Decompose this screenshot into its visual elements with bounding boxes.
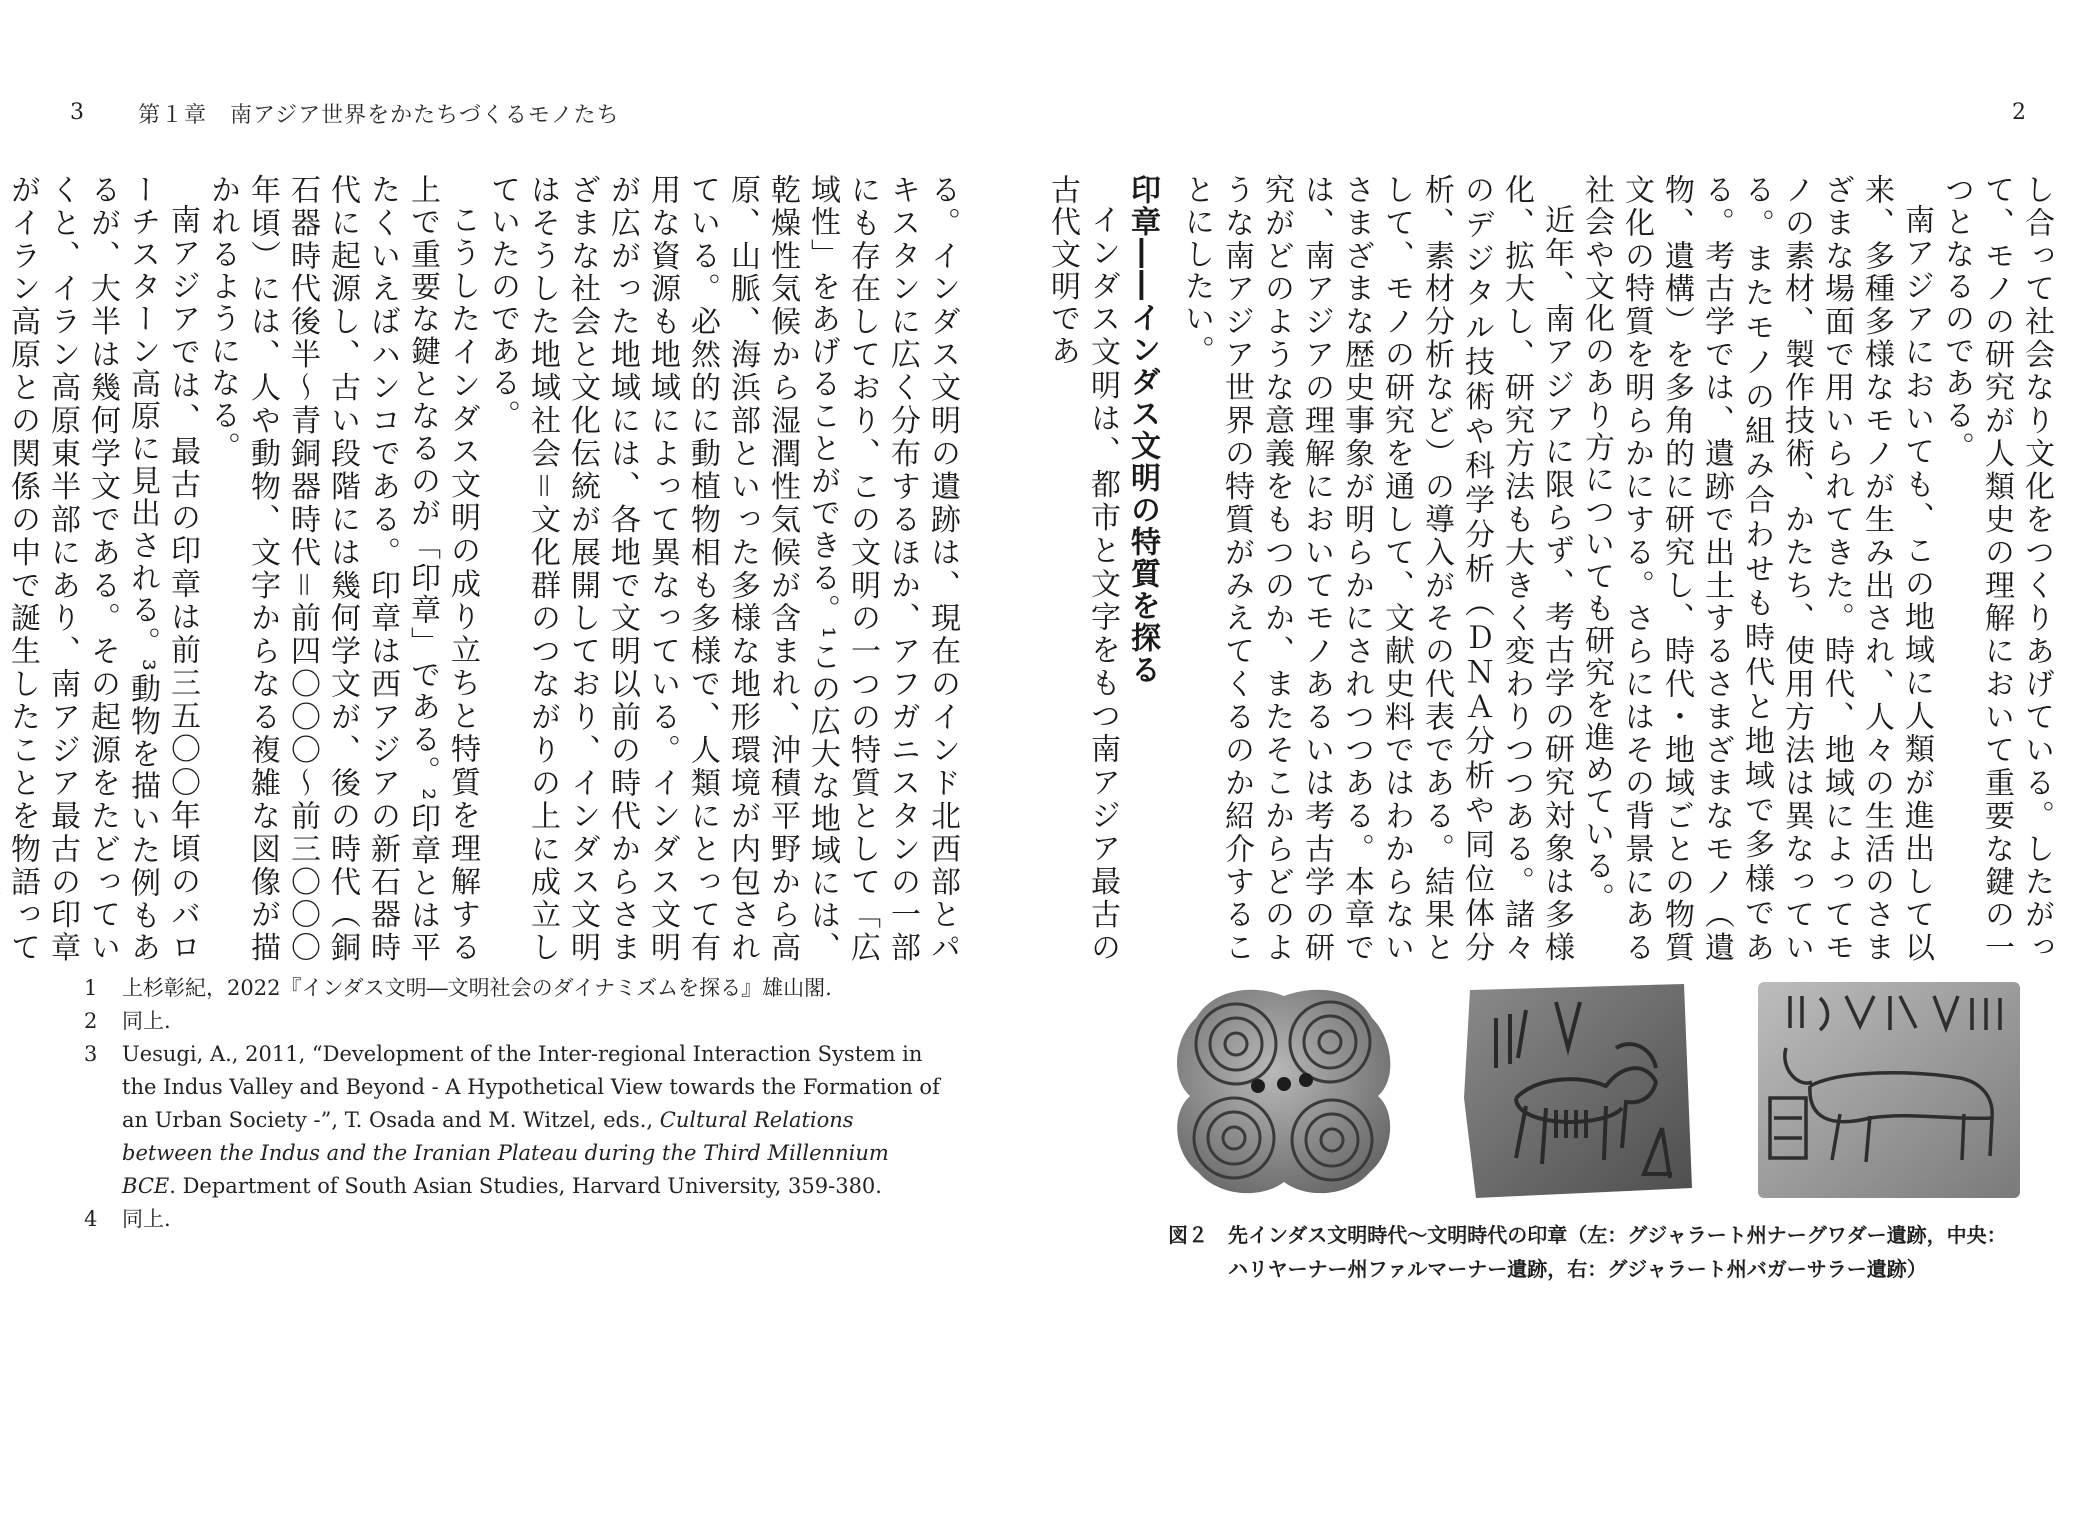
footnote-citation: Uesugi, A., 2011, “Development of the Inter-regional Interaction System in the Indus Valley and Beyond - A Hypothetical View towards the Formation of an Urban Society -”, T. Osada and M. Witzel, eds., — [122, 1042, 940, 1132]
paragraph: 南アジアにおいても、この地域に人類が進出して以来、多種多様なモノが生み出され、人々の生活のさまざまな場面で用いられてきた。時代、地域によってモノの素材、製作技術、かたち、使用方法は異なっている。またモノの組み合わせも時代と地域で多様である。考古学では、遺跡で出土するさまざまなモノ（遺物、遺構）を多角的に研究し、時代・地域ごとの物質文化の特質を明らかにする。さらにはその背景にある社会や文化のあり方についても研究を進めている。 — [1579, 174, 1934, 964]
figure-seals — [1166, 978, 2026, 1206]
seal-geometric-image — [1166, 978, 1402, 1204]
footnote — [84, 1038, 944, 1203]
footnote-text: 上杉彰紀，2022『インダス文明―文明社会のダイナミズムを探る』雄山閣. — [122, 976, 832, 1000]
footnote-number: 3 — [84, 1042, 98, 1066]
figure-caption — [1168, 1218, 2028, 1286]
paragraph: し合って社会なり文化をつくりあげている。したがって、モノの研究が人類史の理解において重要な鍵の一つとなるのである。 — [1939, 174, 2054, 964]
caption-line: ハリヤーナー州ファルマーナー遺跡，右：グジャラート州バガーサラー遺跡） — [1228, 1257, 1927, 1281]
seal-unicorn-bull-image — [1750, 978, 2026, 1204]
main-text-right — [1045, 174, 2056, 964]
paragraph: 南アジアでは、最古の印章は前三五〇〇年頃のバローチスターン高原に見出される。³動物を描いた例もあるが、大半は幾何学文である。その起源をたどっていくと、イラン高原東半部にあり、南アジア最古の印章がイラン高原との関係の中で誕生したことを物語って — [5, 174, 200, 964]
right-page — [1046, 0, 2092, 1516]
paragraph: こうしたインダス文明の成り立ちと特質を理解する上で重要な鍵となるのが「印章」である。²印章とは平たくいえばハンコである。印章は西アジアの新石器時代に起源し、古い段階には幾何学文が、後の時代（銅石器時代後半～青銅器時代＝前四〇〇〇～前三〇〇〇年頃）には、人や動物、文字からなる複雑な図像が描かれるようになる。 — [205, 174, 480, 964]
footnote — [84, 1203, 944, 1236]
seal-humped-bull-image — [1456, 978, 1698, 1204]
section-heading: 印章――インダス文明の特質を探る — [1125, 174, 1160, 686]
footnote-text: 同上. — [122, 1207, 171, 1231]
footnote-number: 2 — [84, 1009, 98, 1033]
caption-line: 図２ 先インダス文明時代～文明時代の印章（左：グジャラート州ナーグワダー遺跡，中央： — [1168, 1223, 2007, 1247]
footnote-text: 同上. — [122, 1009, 171, 1033]
footnote-number: 4 — [84, 1207, 98, 1231]
paragraph: る。インダス文明の遺跡は、現在のインド北西部とパキスタンに広く分布するほか、アフガニスタンの一部にも存在しており、この文明の一つの特質として「広域性」をあげることができる。¹この広大な地域には、乾燥性気候から湿潤性気候が含まれ、沖積平野から高原、山脈、海浜部といった多様な地形環境が内包されている。必然的に動植物相も多様で、人類にとって有用な資源も地域によって異なっている。インダス文明が広がった地域には、各地で文明以前の時代からさまざまな社会と文化伝統が展開しており、インダス文明はそうした地域社会＝文化群のつながりの上に成立していたのである。 — [485, 174, 960, 964]
footnote — [84, 1005, 944, 1038]
page-number: 2 — [2012, 100, 2026, 125]
running-head: 第１章 南アジア世界をかたちづくるモノたち — [138, 103, 620, 128]
page-number: 3 — [70, 100, 84, 125]
footnote-text — [122, 1038, 944, 1203]
paragraph: 近年、南アジアに限らず、考古学の研究対象は多様化、拡大し、研究方法も大きく変わりつつある。諸々のデジタル技術や科学分析（ＤＮＡ分析や同位体分析、素材分析など）の導入がその代表である。結果として、モノの研究を通して、文献史料ではわからないさまざまな歴史事象が明らかにされつつある。本章では、南アジアの理解においてモノあるいは考古学の研究がどのような意義をもつのか、またそこからどのような南アジア世界の特質がみえてくるのか紹介することにしたい。 — [1179, 174, 1574, 964]
footnote — [84, 972, 944, 1005]
footnote-book-title: Cultural Relations between the Indus and the Iranian Plateau during the Third Millennium BCE — [122, 1108, 889, 1198]
paragraph: インダス文明は、都市と文字をもつ南アジア最古の古代文明であ — [1045, 174, 1120, 964]
footnote-publisher: . Department of South Asian Studies, Harvard University, 359-380. — [169, 1174, 882, 1198]
footnotes — [84, 972, 944, 1236]
footnote-number: 1 — [84, 976, 98, 1000]
main-text-left — [5, 174, 962, 964]
